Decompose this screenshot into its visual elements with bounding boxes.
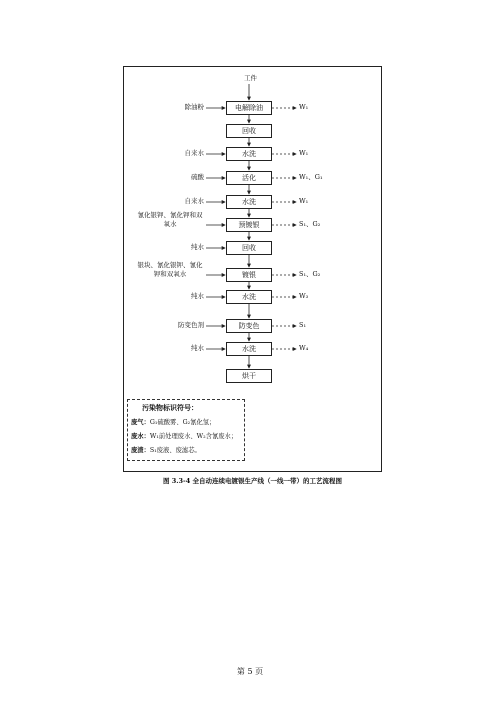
process-step: 回收 [226, 124, 272, 138]
input-workpiece: 工件 [244, 74, 257, 82]
input-material: 硫酸 [191, 173, 204, 181]
input-material: 纯水 [191, 243, 204, 251]
input-material: 银块、氰化银钾、氰化钾和双氧水 [137, 261, 203, 278]
input-material: 自来水 [184, 149, 204, 157]
process-step: 活化 [226, 171, 272, 185]
input-material: 除油粉 [184, 103, 204, 111]
process-step: 烘干 [226, 369, 272, 383]
page-number: 第 5 页 [236, 667, 264, 676]
process-step: 镀银 [226, 268, 272, 282]
legend-solid-key: 废渣： [131, 447, 150, 454]
figure-caption: 图 3.3-4 全自动连续电镀银生产线（一线一带）的工艺流程图 [162, 477, 343, 485]
legend-gas [131, 418, 215, 427]
legend-title: 污染物标识符号： [142, 403, 198, 412]
input-material: 纯水 [191, 292, 204, 300]
output-pollutant: W₁ [299, 103, 309, 111]
process-step: 水洗 [226, 147, 272, 161]
legend-solid-value: S₁废液、废滤芯。 [149, 447, 201, 454]
process-step: 水洗 [226, 195, 272, 209]
output-pollutant: W₁ [299, 149, 309, 157]
legend-water-key: 废水： [131, 433, 150, 440]
process-step: 电解除油 [226, 101, 272, 115]
process-step: 水洗 [226, 290, 272, 304]
legend-water-value: W₁前处理废水、W₂含氰废水； [149, 433, 238, 440]
input-material: 纯水 [191, 344, 204, 352]
process-step: 水洗 [226, 342, 272, 356]
output-pollutant: S₁、G₂ [299, 270, 321, 278]
legend-gas-value: G₁硫酸雾、G₂氰化氢； [149, 419, 216, 426]
output-pollutant: S₁、G₂ [299, 220, 321, 228]
output-pollutant: W₄ [299, 344, 309, 352]
input-material: 防变色剂 [178, 321, 204, 329]
process-step: 回收 [226, 241, 272, 255]
output-pollutant: S₁ [299, 321, 307, 329]
input-material: 自来水 [184, 197, 204, 205]
input-material: 氰化银钾、氰化钾和双氧水 [137, 211, 203, 228]
legend-solid [131, 446, 201, 455]
process-step: 预镀银 [226, 218, 272, 232]
process-step: 防变色 [226, 319, 272, 333]
legend-gas-key: 废气： [131, 419, 150, 426]
output-pollutant: W₁ [299, 197, 309, 205]
legend-water [131, 432, 237, 441]
output-pollutant: W₃ [299, 292, 309, 300]
output-pollutant: W₁、G₁ [299, 173, 323, 181]
